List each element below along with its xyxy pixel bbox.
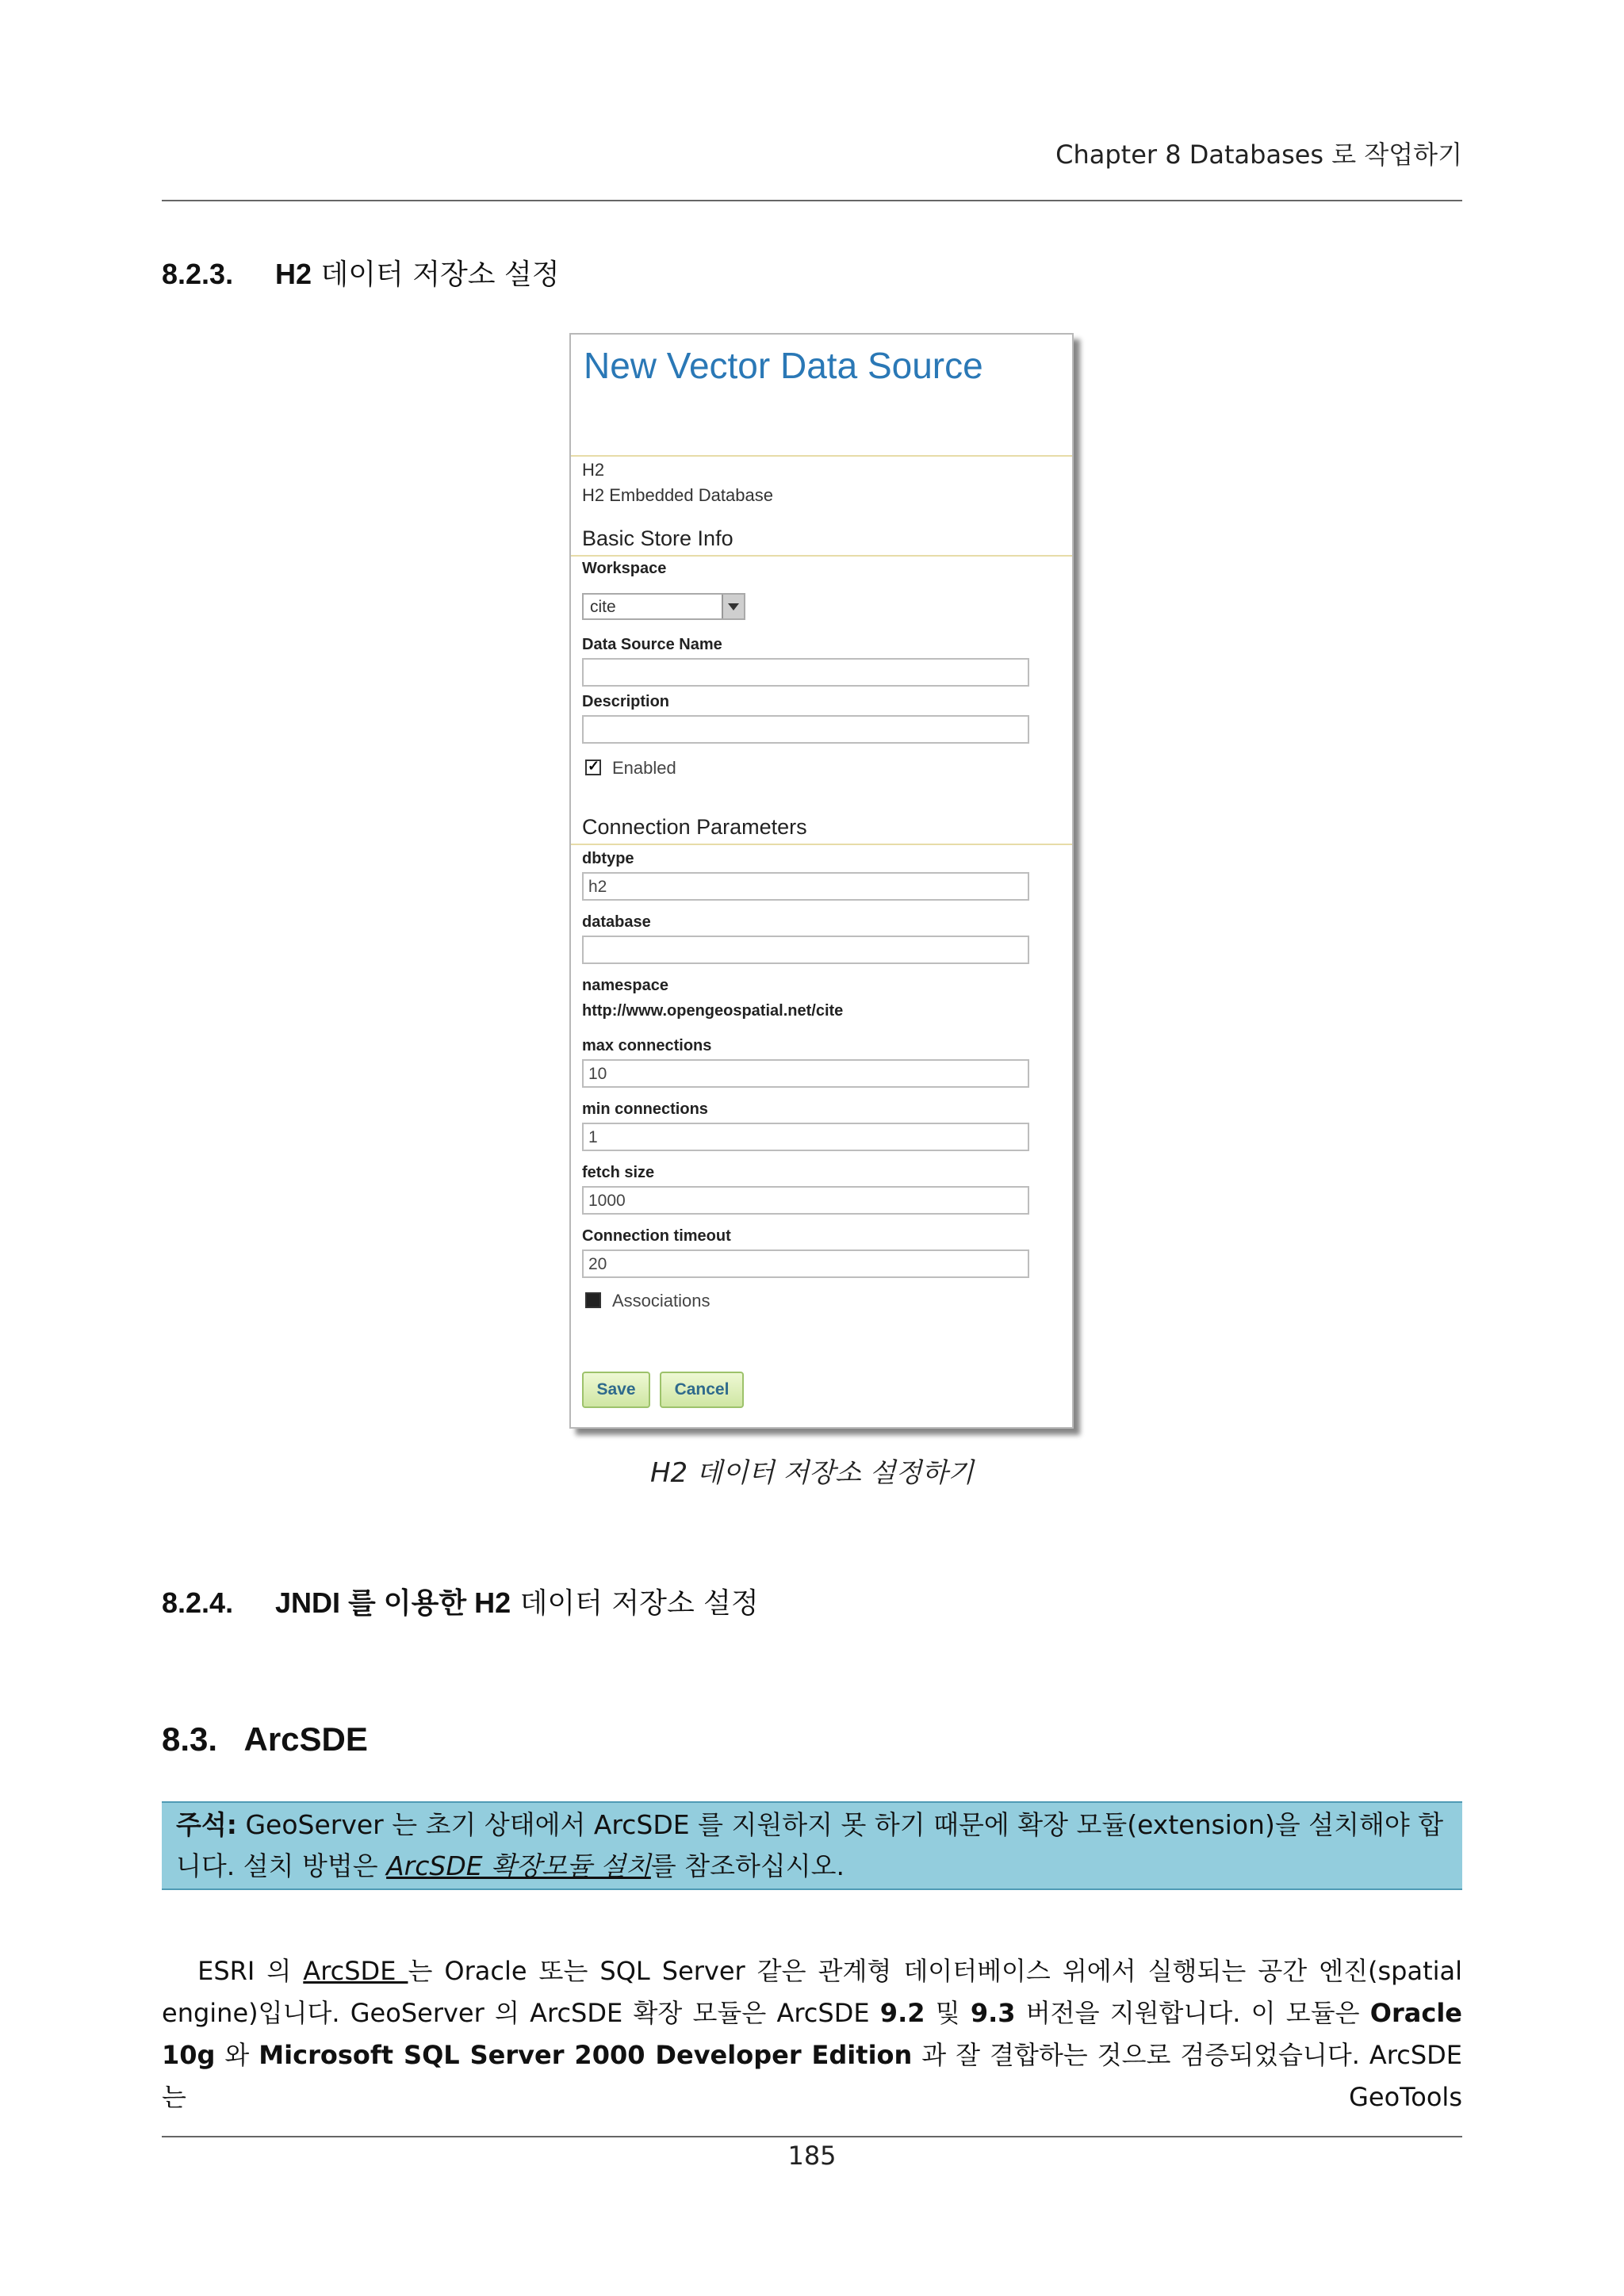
workspace-selected-value: cite [590,598,616,616]
database-label: database [582,913,651,931]
min-connections-label: min connections [582,1100,708,1118]
description-label: Description [582,693,670,710]
description-input[interactable] [582,715,1029,744]
section-title-pre: JNDI 를 이용한 [275,1586,475,1619]
dbtype-input[interactable]: h2 [582,872,1029,901]
arcsde-link[interactable]: ArcSDE [303,1956,408,1986]
connection-timeout-input[interactable]: 20 [582,1249,1029,1278]
para-text: 과 잘 결합하는 것으로 검증되었습니다. ArcSDE 는 GeoTools [162,2040,1463,2112]
para-bold: Microsoft SQL Server 2000 Developer Edition [259,2040,913,2070]
max-connections-label: max connections [582,1037,712,1054]
section-number: 8.2.3. [162,258,234,290]
note-text-end: 를 참조하십시오. [650,1850,845,1881]
workspace-label: Workspace [582,560,667,577]
fetch-size-input[interactable]: 1000 [582,1186,1029,1215]
new-vector-data-source-screenshot [569,333,1074,1429]
min-connections-input[interactable]: 1 [582,1123,1029,1151]
para-text: 는 Oracle 또는 SQL Server 같은 관계형 데이터베이스 위에서 실행되는 공간 엔진(spatial engine)입니다. GeoServer 의 ArcSDE 확장 모듈은 ArcSDE [162,1956,1463,2028]
store-type-name: H2 [582,460,605,480]
section-heading-8-3: 8.3. ArcSDE [162,1720,368,1758]
chevron-down-icon[interactable] [722,595,744,618]
fetch-size-label: fetch size [582,1164,655,1181]
para-text: ESRI 의 [197,1956,304,1986]
section-heading-8-2-3 [162,252,560,293]
para-bold: Oracle 10g [162,1998,1462,2070]
note-box [162,1801,1462,1890]
database-input[interactable] [582,936,1029,964]
section-title-bold: H2 [474,1586,511,1619]
associations-checkbox[interactable] [585,1292,601,1308]
header-rule [162,200,1462,201]
enabled-checkbox[interactable] [585,760,601,775]
note-label: 주석: [176,1809,237,1840]
para-bold: 9.3 [970,1998,1016,2028]
page-number: 185 [787,2141,837,2171]
section-title-bold: H2 [275,258,312,290]
note-text: GeoServer 는 초기 상태에서 ArcSDE 를 지원하지 못 하기 때문에 확장 모듈(extension)을 설치해야 합니다. 설치 방법은 [176,1809,1444,1881]
panel-title: New Vector Data Source [584,345,983,386]
namespace-label: namespace [582,977,668,994]
para-bold: 9.2 [879,1998,925,2028]
connection-parameters-heading: Connection Parameters [582,815,807,839]
store-type-description: H2 Embedded Database [582,485,773,505]
section-number: 8.2.4. [162,1586,234,1619]
connection-timeout-label: Connection timeout [582,1227,731,1245]
cancel-button[interactable]: Cancel [660,1372,744,1408]
dbtype-label: dbtype [582,850,634,867]
section-title: 데이터 저장소 설정 [312,258,560,291]
basic-info-divider [571,555,1072,557]
arcsde-paragraph [162,1950,1462,2118]
running-header: Chapter 8 Databases 로 작업하기 [1055,140,1462,170]
section-heading-8-2-4 [162,1581,759,1621]
para-text: 및 [925,1998,971,2028]
title-divider [571,455,1072,457]
associations-label: Associations [612,1291,710,1311]
section-title: 데이터 저장소 설정 [511,1587,759,1620]
data-source-name-label: Data Source Name [582,636,722,653]
arcsde-install-link[interactable]: ArcSDE 확장모듈 설치 [386,1850,651,1881]
namespace-value: http://www.opengeospatial.net/cite [582,1002,844,1020]
basic-store-info-heading: Basic Store Info [582,526,733,550]
figure-caption: H2 데이터 저장소 설정하기 [649,1457,975,1489]
para-text: 와 [215,2040,259,2070]
footer-rule [162,2136,1462,2137]
connection-divider [571,844,1072,845]
data-source-name-input[interactable] [582,658,1029,687]
enabled-label: Enabled [612,758,676,778]
max-connections-input[interactable]: 10 [582,1059,1029,1088]
workspace-select[interactable] [582,593,745,620]
save-button[interactable]: Save [582,1372,650,1408]
para-text: 버전을 지원합니다. 이 모듈은 [1015,1998,1370,2028]
